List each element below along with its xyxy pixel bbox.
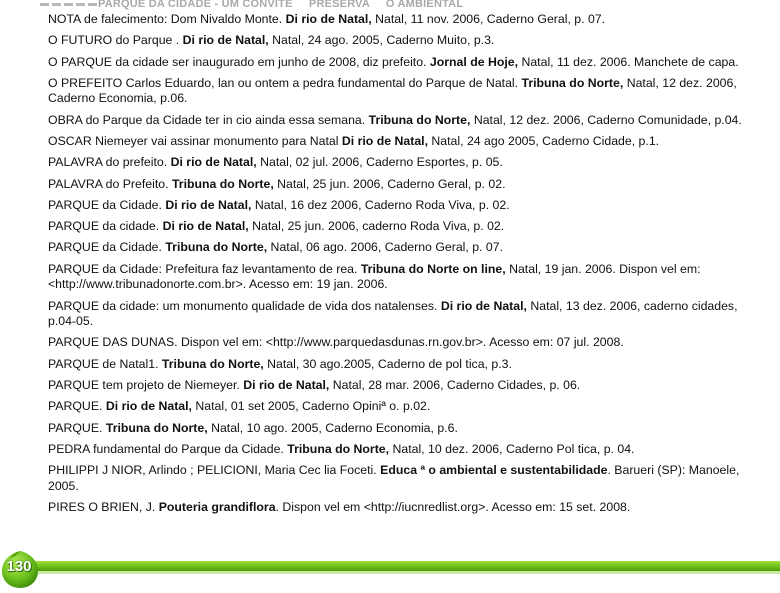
reference-source-title: Di rio de Natal, [162, 219, 249, 234]
reference-source-title: Di rio de Natal, [165, 197, 252, 212]
reference-source-title: Tribuna do Norte, [521, 75, 624, 90]
reference-source-title: Tribuna do Norte, [171, 176, 274, 191]
reference-text: Natal, 11 dez. 2006. Manchete de capa. [518, 54, 739, 69]
reference-entry [48, 421, 760, 437]
reference-source-title: Jornal de Hoje, [429, 54, 519, 69]
reference-entry [48, 500, 760, 516]
reference-entry [48, 399, 760, 415]
reference-text: NOTA de falecimento: Dom Nivaldo Monte. [48, 12, 286, 26]
reference-text: PEDRA fundamental do Parque da Cidade. [48, 441, 288, 456]
reference-entry [48, 55, 760, 71]
reference-source-title: Tribuna do Norte, [165, 240, 268, 255]
running-header [0, 0, 780, 12]
reference-entry [48, 378, 760, 394]
reference-entry [48, 113, 760, 129]
reference-text: OBRA do Parque da Cidade ter in cio ainda essa semana. [48, 112, 369, 127]
reference-text: PARQUE. [48, 399, 106, 414]
reference-text: PIRES O BRIEN, J. [48, 499, 159, 514]
reference-text: PARQUE DAS DUNAS. Dispon vel em: <http://www.parquedasdunas.rn.gov.br>. Acesso em: 07 jul. 2008. [48, 335, 624, 350]
reference-source-title: Di rio de Natal, [243, 377, 330, 392]
reference-entry [48, 198, 760, 214]
reference-entry [48, 442, 760, 458]
reference-text: . Dispon vel em <http://iucnredlist.org>. Acesso em: 15 set. 2008. [275, 499, 631, 514]
header-title: PARQUE DA CIDADE - UM CONVITE PRESERVA O AMBIENTAL [98, 0, 464, 10]
reference-text: PARQUE da Cidade. [48, 240, 166, 255]
reference-entry [48, 219, 760, 235]
reference-text: OSCAR Niemeyer vai assinar monumento para Natal [48, 133, 342, 148]
reference-text: Natal, 24 ago 2005, Caderno Cidade, p.1. [428, 133, 660, 148]
reference-entry [48, 240, 760, 256]
reference-text: Natal, 19 jan. 2006. Dispon vel em: <http://www.tribunadonorte.com.br>. Acesso em: 19 jan. 2006. [48, 261, 701, 292]
reference-entry [48, 335, 760, 351]
reference-text: PALAVRA do prefeito. [48, 155, 171, 170]
reference-source-title: Di rio de Natal, [440, 298, 527, 313]
reference-text: Natal, 01 set 2005, Caderno Opiniª o. p.02. [191, 399, 431, 414]
reference-text: PARQUE. [48, 420, 106, 435]
reference-source-title: Tribuna do Norte, [287, 441, 390, 456]
reference-list [48, 12, 760, 521]
reference-text: Natal, 30 ago.2005, Caderno de pol tica, p.3. [263, 356, 512, 371]
reference-entry [48, 177, 760, 193]
reference-text: PARQUE da cidade: um monumento qualidade de vida dos natalenses. [48, 298, 441, 313]
reference-source-title: Di rio de Natal, [170, 155, 257, 170]
reference-entry [48, 262, 760, 293]
reference-entry [48, 33, 760, 49]
reference-text: PARQUE da Cidade: Prefeitura faz levantamento de rea. [48, 261, 361, 276]
reference-text: Natal, 12 dez. 2006, Caderno Comunidade, p.04. [470, 112, 742, 127]
reference-text: . Barueri (SP): Manoele, 2005. [48, 463, 740, 493]
reference-text: Natal, 02 jul. 2006, Caderno Esportes, p. 05. [256, 155, 503, 170]
reference-text: Natal, 24 ago. 2005, Caderno Muito, p.3. [268, 33, 495, 48]
reference-text: Natal, 10 ago. 2005, Caderno Economia, p.6. [207, 420, 458, 435]
reference-text: PARQUE de Natal1. [48, 356, 162, 371]
reference-source-title: Tribuna do Norte, [161, 356, 264, 371]
page-number: 130 [6, 558, 32, 575]
reference-text: O PARQUE da cidade ser inaugurado em junho de 2008, diz prefeito. [48, 54, 430, 69]
reference-source-title: Di rio de Natal, [285, 12, 372, 26]
reference-text: O PREFEITO Carlos Eduardo, lan ou ontem a pedra fundamental do Parque de Natal. [48, 75, 522, 90]
reference-source-title: Di rio de Natal, [341, 133, 428, 148]
reference-source-title: Tribuna do Norte, [105, 420, 208, 435]
footer-green-bar [26, 561, 780, 571]
reference-text: Natal, 11 nov. 2006, Caderno Geral, p. 07. [371, 12, 606, 26]
page-number-badge [0, 549, 40, 589]
reference-entry [48, 463, 760, 494]
reference-text: PARQUE tem projeto de Niemeyer. [48, 377, 244, 392]
footer-line-shadow [26, 571, 780, 574]
header-dashes [40, 3, 100, 9]
reference-text: PARQUE da cidade. [48, 219, 163, 234]
reference-text: Natal, 16 dez 2006, Caderno Roda Viva, p. 02. [251, 197, 510, 212]
reference-source-title: Di rio de Natal, [105, 399, 192, 414]
reference-text: O FUTURO do Parque . [48, 33, 183, 48]
reference-source-title: Pouteria grandiflora [158, 499, 276, 514]
reference-source-title: Tribuna do Norte, [368, 112, 471, 127]
reference-text: Natal, 12 dez. 2006, Caderno Economia, p.06. [48, 75, 737, 106]
reference-entry [48, 76, 760, 107]
reference-text: Natal, 13 dez. 2006, caderno cidades, p.04-05. [48, 298, 738, 329]
reference-text: Natal, 25 jun. 2006, caderno Roda Viva, p. 02. [248, 219, 505, 234]
reference-entry [48, 357, 760, 373]
reference-source-title: Tribuna do Norte on line, [360, 261, 506, 276]
reference-source-title: Educa ª o ambiental e sustentabilidade [380, 463, 608, 478]
reference-text: Natal, 28 mar. 2006, Caderno Cidades, p. 06. [329, 377, 581, 392]
reference-entry [48, 155, 760, 171]
reference-text: PARQUE da Cidade. [48, 197, 166, 212]
reference-entry [48, 12, 760, 28]
reference-entry [48, 299, 760, 330]
reference-text: Natal, 06 ago. 2006, Caderno Geral, p. 07. [267, 240, 503, 255]
reference-text: Natal, 10 dez. 2006, Caderno Pol tica, p. 04. [389, 441, 635, 456]
reference-source-title: Di rio de Natal, [182, 33, 269, 48]
reference-text: Natal, 25 jun. 2006, Caderno Geral, p. 02. [273, 176, 506, 191]
reference-text: PALAVRA do Prefeito. [48, 176, 172, 191]
reference-entry [48, 134, 760, 150]
reference-text: PHILIPPI J NIOR, Arlindo ; PELICIONI, Maria Cec lia Foceti. [48, 463, 381, 478]
